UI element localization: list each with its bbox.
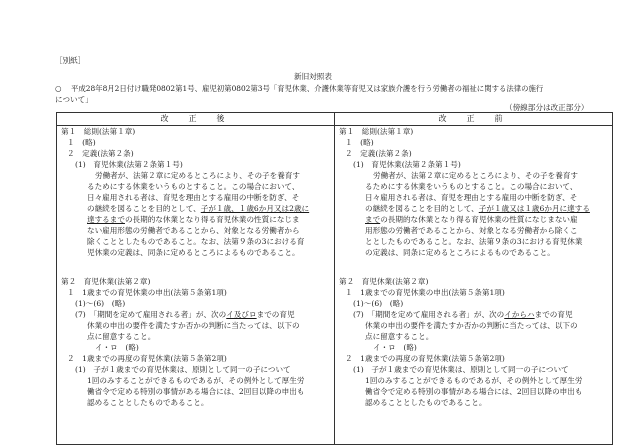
after-text-line: イ・ロ (略): [95, 343, 139, 352]
after-underlined-change: イ及びロ: [226, 310, 257, 319]
before-sub-7: [353, 310, 573, 320]
before-text-line: 日々雇用される者は、育児を理由とする雇用の中断を防ぎ、そ: [365, 193, 578, 202]
page-title: 新旧対照表: [294, 72, 332, 81]
after-text-line: 除くこととしたものであること。なお、法第９条の3における育: [87, 237, 305, 246]
after-text-line: [87, 215, 300, 225]
before-text-line: イ・ロ (略): [373, 343, 417, 352]
comparison-table: [56, 112, 613, 445]
after-text-segment: (7) 「期間を定めて雇用される者」が、次の: [75, 310, 227, 319]
after-text-line: ない雇用形態の労働者であることから、対象となる労働者から: [87, 226, 300, 235]
before-text-segment: の継続を図ることを目的として、: [365, 204, 479, 213]
before-text-line: 点に留意すること。: [365, 332, 434, 341]
attachment-label: ［別紙］: [55, 56, 86, 65]
before-text-line: 休業の申出の要件を満たすか否かの判断に当たっては、以下の: [365, 321, 578, 330]
header-after: 改 正 後: [57, 113, 335, 126]
before-text-line: 認めることとしたものであること。: [365, 398, 487, 407]
before-underlined-change: まで: [365, 215, 381, 224]
after-item-1: １ 1歳までの育児休業の申出(法第５条第1項): [67, 288, 227, 297]
notice-line-2: について」: [55, 95, 93, 104]
after-text-line: 点に留意すること。: [87, 332, 156, 341]
after-text-line: 日々雇用される者は、育児を理由とする雇用の中断を防ぎ、そ: [87, 193, 300, 202]
column-before: [335, 126, 613, 445]
before-text-line: [365, 204, 590, 214]
after-underlined-change: 達するまで: [87, 215, 125, 224]
after-text-line: 休業の申出の要件を満たすか否かの判断に当たっては、以下の: [87, 321, 300, 330]
after-section-2: 第２ 育児休業(法第２章): [61, 277, 151, 286]
before-underlined-change: イからハ: [504, 310, 535, 319]
before-text-line: の定義は、同条に定めるところによるものであること。: [365, 248, 555, 257]
before-text-line: 労働者が、法第２章に定めるところにより、その子を養育す: [373, 171, 579, 180]
before-item-2: ２ 1歳までの再度の育児休業(法第５条第2項): [345, 354, 505, 363]
before-text-segment: の長期的な休業となり得る育児休業の性質になじまない雇: [380, 215, 578, 224]
after-section-1: 第１ 総則(法第１章): [61, 127, 136, 136]
after-text-line: 児休業の定義は、同条に定めるところによるものであること。: [87, 248, 300, 257]
before-sub-1: (1) 育児休業(法第２条第１号): [353, 160, 461, 169]
before-item-2: ２ 定義(法第２条): [345, 149, 412, 158]
after-sub-range: (1)～(6) (略): [75, 299, 126, 308]
before-underlined-change: 子が１歳又は１歳6か月に達する: [478, 204, 590, 213]
after-item-1: １ (略): [67, 138, 96, 147]
before-text-line: ととしたものであること。なお、法第９条の3における育児休業: [365, 237, 583, 246]
notice-line-1: 平成28年8月2日付け職発0802第1号、雇児初第0802第3号「育児休業、介護休業等育児又は家族介護を行う労働者の福祉に関する法律の施行: [71, 84, 544, 93]
before-text-line: るためにする休業をいうものとすること。この場合において、: [365, 182, 578, 191]
after-text-line: 働省令で定める特別の事情がある場合には、2回目以降の申出も: [87, 387, 305, 396]
after-underlined-change: 子が１歳、１歳6か月又は2歳に: [200, 204, 310, 213]
before-text-line: 1回のみすることができるものであるが、その例外として厚生労: [365, 376, 583, 385]
after-sub-7: [75, 310, 295, 320]
underline-note: （傍線部分は改正部分）: [505, 103, 589, 112]
after-item-2: ２ 1歳までの再度の育児休業(法第５条第2項): [67, 354, 227, 363]
after-text-segment: までの育児: [256, 310, 295, 319]
before-sub-range: (1)～(6) (略): [353, 299, 404, 308]
after-sub-1: (1) 育児休業(法第２条第１号): [75, 160, 183, 169]
before-section-2: 第２ 育児休業(法第２章): [339, 277, 429, 286]
before-section-1: 第１ 総則(法第１章): [339, 127, 414, 136]
after-item-2: ２ 定義(法第２条): [67, 149, 134, 158]
after-text-segment: の長期的な休業となり得る育児休業の性質になじま: [124, 215, 300, 224]
after-text-line: 認めることとしたものであること。: [87, 398, 209, 407]
before-sub-1: (1) 子が１歳までの育児休業は、原則として同一の子について: [353, 365, 569, 374]
after-text-segment: の継続を図ることを目的として、: [87, 204, 201, 213]
header-before: 改 正 前: [335, 113, 613, 126]
before-text-segment: (7) 「期間を定めて雇用される者」が、次の: [353, 310, 505, 319]
after-text-line: るためにする休業をいうものとすること。この場合において、: [87, 182, 300, 191]
before-item-1: １ (略): [345, 138, 374, 147]
after-text-line: 1回のみすることができるものであるが、その例外として厚生労: [87, 376, 305, 385]
notice-marker: ○: [55, 84, 62, 93]
column-after: [57, 126, 335, 445]
after-text-line: [87, 204, 309, 214]
after-sub-1: (1) 子が１歳までの育児休業は、原則として同一の子について: [75, 365, 291, 374]
before-text-line: 用形態の労働者であることから、対象となる労働者から除くこ: [365, 226, 578, 235]
before-text-line: [365, 215, 578, 225]
before-text-segment: までの育児: [534, 310, 573, 319]
after-text-line: 労働者が、法第２章に定めるところにより、その子を養育す: [95, 171, 301, 180]
before-text-line: 働省令で定める特別の事情がある場合には、2回目以降の申出も: [365, 387, 583, 396]
before-item-1: １ 1歳までの育児休業の申出(法第５条第1項): [345, 288, 505, 297]
